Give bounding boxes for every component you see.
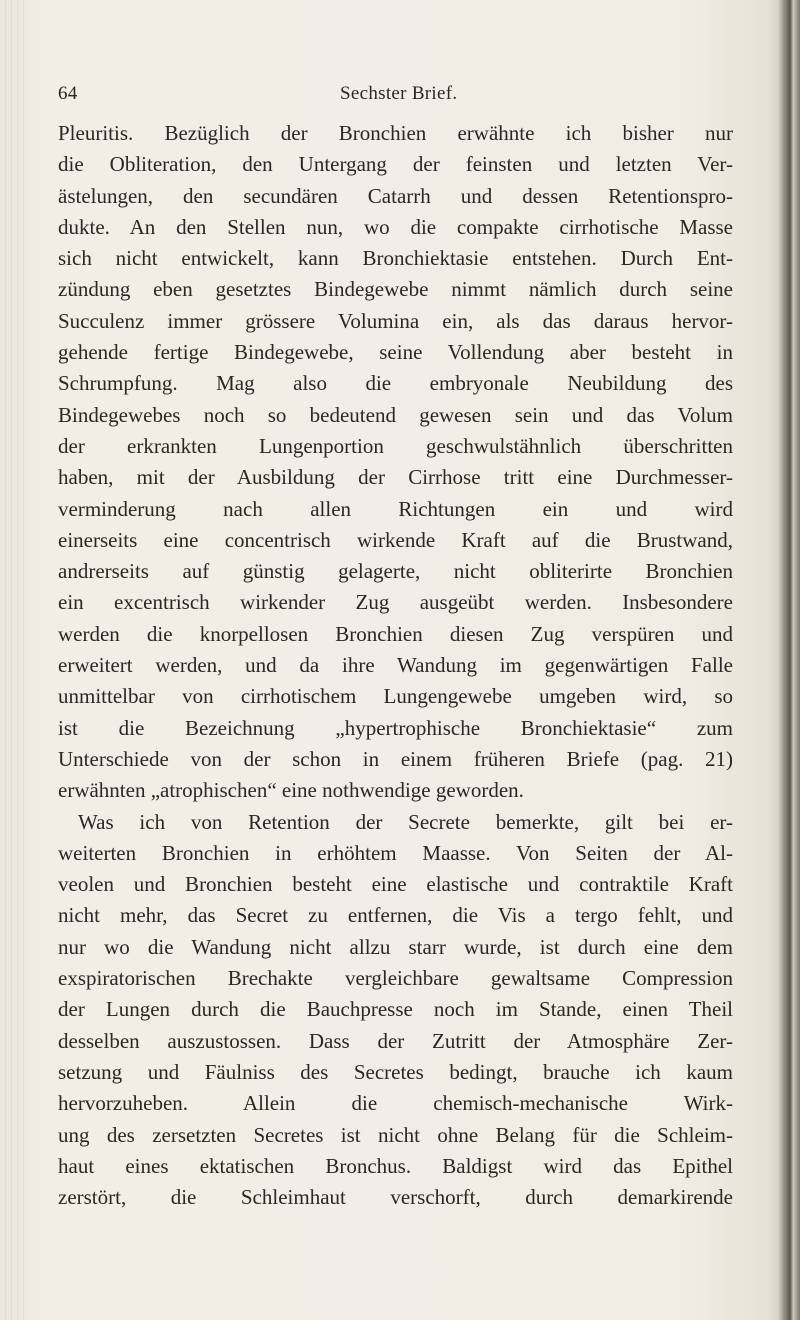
text-line: nur wo die Wandung nicht allzu starr wurde, ist durch eine dem (58, 934, 733, 959)
text-line: weiterten Bronchien in erhöhtem Maasse. Von Seiten der Al- (58, 840, 733, 865)
body-text (58, 118, 733, 1213)
text-line: Pleuritis. Bezüglich der Bronchien erwähnte ich bisher nur (58, 121, 733, 145)
page-header (58, 83, 713, 113)
page-number: 64 (58, 83, 78, 104)
text-line: haut eines ektatischen Bronchus. Baldigst wird das Epithel (58, 1153, 733, 1178)
text-line: erwähnten „atrophischen“ eine nothwendige geworden. (58, 778, 524, 803)
text-line: ung des zersetzten Secretes ist nicht ohne Belang für die Schleim- (58, 1122, 733, 1147)
text-line: einerseits eine concentrisch wirkende Kraft auf die Brustwand, (58, 527, 733, 552)
text-line: exspiratorischen Brechakte vergleichbare gewaltsame Compression (58, 966, 733, 991)
text-line: werden die knorpellosen Bronchien diesen Zug verspüren und (58, 621, 733, 646)
text-line: dukte. An den Stellen nun, wo die compakte cirrhotische Masse (58, 214, 733, 239)
text-line: nicht mehr, das Secret zu entfernen, die Vis a tergo fehlt, und (58, 903, 733, 928)
text-line: verminderung nach allen Richtungen ein und wird (58, 496, 733, 521)
text-line: Unterschiede von der schon in einem früheren Briefe (pag. 21) (58, 746, 733, 771)
text-line: ästelungen, den secundären Catarrh und dessen Retentionspro- (58, 183, 733, 208)
text-line: andrerseits auf günstig gelagerte, nicht obliterirte Bronchien (58, 559, 733, 584)
text-line: erweitert werden, und da ihre Wandung im gegenwärtigen Falle (58, 653, 733, 678)
text-line: ein excentrisch wirkender Zug ausgeübt werden. Insbesondere (58, 590, 733, 615)
text-line: desselben auszustossen. Dass der Zutritt der Atmosphäre Zer- (58, 1028, 733, 1053)
running-title: Sechster Brief. (340, 83, 458, 104)
text-line: Was ich von Retention der Secrete bemerkte, gilt bei er- (78, 809, 733, 834)
text-line: Schrumpfung. Mag also die embryonale Neubildung des (58, 371, 733, 396)
text-line: unmittelbar von cirrhotischem Lungengewebe umgeben wird, so (58, 684, 733, 709)
text-line: sich nicht entwickelt, kann Bronchiektasie entstehen. Durch Ent- (58, 246, 733, 271)
text-line: zündung eben gesetztes Bindegewebe nimmt nämlich durch seine (58, 277, 733, 302)
text-line: setzung und Fäulniss des Secretes bedingt, brauche ich kaum (58, 1059, 733, 1084)
text-line: die Obliteration, den Untergang der feinsten und letzten Ver- (58, 152, 733, 177)
book-binding-edge (778, 0, 800, 1320)
text-line: Bindegewebes noch so bedeutend gewesen sein und das Volum (58, 402, 733, 427)
text-line: ist die Bezeichnung „hypertrophische Bronchiektasie“ zum (58, 715, 733, 740)
text-line: hervorzuheben. Allein die chemisch-mechanische Wirk- (58, 1091, 733, 1116)
text-line: gehende fertige Bindegewebe, seine Vollendung aber besteht in (58, 340, 733, 365)
text-line: veolen und Bronchien besteht eine elastische und contraktile Kraft (58, 872, 733, 897)
text-line: haben, mit der Ausbildung der Cirrhose tritt eine Durchmesser- (58, 465, 733, 490)
text-line: zerstört, die Schleimhaut verschorft, durch demarkirende (58, 1185, 733, 1210)
text-line: der Lungen durch die Bauchpresse noch im Stande, einen Theil (58, 997, 733, 1022)
scan-left-edge (0, 0, 26, 1320)
text-line: Succulenz immer grössere Volumina ein, als das daraus hervor- (58, 308, 733, 333)
text-line: der erkrankten Lungenportion geschwulstähnlich überschritten (58, 433, 733, 458)
